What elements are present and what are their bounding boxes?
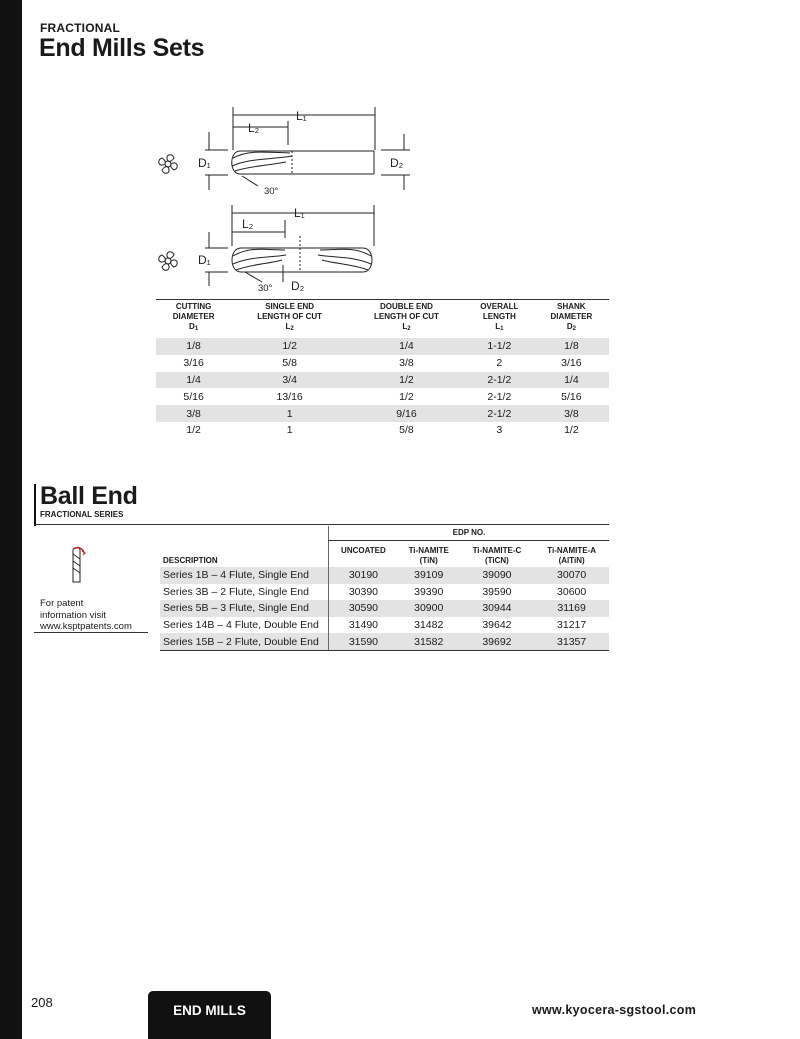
table-row — [160, 584, 609, 601]
table-cell: 2-1/2 — [465, 405, 534, 422]
edp-number: 31490 — [348, 619, 379, 632]
table-cell: 2-1/2 — [487, 390, 512, 403]
edp-number: 31582 — [398, 633, 460, 650]
table-cell: 3/8 — [156, 405, 231, 422]
section-subtitle: FRACTIONAL SERIES — [40, 510, 124, 519]
table-cell: 3/16 — [561, 357, 582, 370]
table-cell: 1/2 — [399, 390, 414, 403]
edp-number: 31217 — [557, 619, 587, 632]
header-double-end-length: DOUBLE END LENGTH OF CUT L2 — [348, 300, 465, 339]
table-cell: 1/2 — [564, 424, 579, 437]
dimensions-header-row — [156, 300, 609, 339]
table-cell: 1/8 — [156, 338, 231, 355]
table-cell: 1/4 — [156, 372, 231, 389]
edp-number: 30900 — [398, 600, 460, 617]
edp-number: 39090 — [460, 567, 535, 584]
edp-number: 39390 — [414, 585, 444, 598]
edp-number: 39590 — [482, 585, 512, 598]
dimensions-table — [156, 299, 609, 439]
edp-number: 30944 — [460, 600, 535, 617]
row-description: Series 14B – 4 Flute, Double End — [160, 617, 329, 634]
footer-url: www.kyocera-sgstool.com — [532, 1003, 697, 1017]
edp-table — [160, 526, 609, 651]
single-end-tool — [232, 151, 374, 174]
table-row — [156, 422, 609, 439]
header-shank-diameter: SHANK DIAMETER D2 — [534, 300, 609, 339]
edp-number: 31357 — [534, 633, 609, 650]
table-row — [156, 405, 609, 422]
svg-text:L₂: L₂ — [248, 121, 260, 135]
table-row — [156, 372, 609, 389]
table-cell: 1 — [286, 424, 293, 437]
flute-end-view-icon — [159, 252, 178, 271]
edp-number: 39692 — [460, 633, 535, 650]
svg-text:D₂: D₂ — [390, 156, 404, 170]
page-title: End Mills Sets — [39, 34, 205, 62]
table-cell: 1-1/2 — [465, 338, 534, 355]
row-description: Series 3B – 2 Flute, Single End — [160, 584, 329, 601]
table-cell: 5/16 — [183, 390, 204, 403]
table-cell: 1/2 — [231, 338, 348, 355]
row-description: Series 5B – 3 Flute, Single End — [160, 600, 329, 617]
svg-text:D₁: D₁ — [198, 156, 211, 170]
edp-number: 31169 — [534, 600, 609, 617]
left-edge-bar — [0, 0, 22, 1039]
svg-text:30°: 30° — [258, 283, 273, 294]
header-single-end-length: SINGLE END LENGTH OF CUT L2 — [231, 300, 348, 339]
ball-end-tool-icon — [64, 546, 90, 586]
table-cell: 13/16 — [276, 390, 303, 403]
svg-text:D₁: D₁ — [198, 253, 211, 267]
table-cell: 9/16 — [348, 405, 465, 422]
table-cell: 1/2 — [348, 372, 465, 389]
table-cell: 2-1/2 — [465, 372, 534, 389]
header-ti-namite-a: Ti-NAMITE-A (AlTiN) — [547, 546, 596, 565]
table-cell: 1/4 — [348, 338, 465, 355]
section-title: Ball End — [40, 482, 138, 510]
edp-number: 31482 — [414, 619, 444, 632]
row-description: Series 15B – 2 Flute, Double End — [160, 633, 329, 650]
header-uncoated: UNCOATED — [329, 541, 398, 568]
edp-number: 39642 — [482, 619, 512, 632]
double-end-tool — [232, 236, 372, 272]
table-cell: 3/4 — [231, 372, 348, 389]
table-cell: 3 — [496, 424, 503, 437]
table-cell: 2 — [496, 357, 503, 370]
header-ti-namite: Ti-NAMITE (TiN) — [408, 546, 449, 565]
section-divider — [34, 524, 609, 525]
svg-text:30°: 30° — [264, 186, 279, 197]
edp-number: 30600 — [557, 585, 587, 598]
end-mill-diagram — [150, 100, 450, 296]
category-kicker: FRACTIONAL — [40, 21, 120, 35]
flute-end-view-icon — [159, 155, 178, 174]
table-row — [156, 355, 609, 372]
svg-text:L₂: L₂ — [242, 217, 254, 231]
table-cell: 5/8 — [282, 357, 297, 370]
header-ti-namite-c: Ti-NAMITE-C (TiCN) — [472, 546, 522, 565]
table-cell: 1 — [231, 405, 348, 422]
table-row — [156, 338, 609, 355]
table-cell: 5/8 — [399, 424, 414, 437]
edp-number: 39109 — [398, 567, 460, 584]
svg-text:L₁: L₁ — [294, 206, 305, 220]
table-row — [156, 388, 609, 405]
page-number: 208 — [31, 995, 53, 1010]
table-cell: 3/16 — [183, 357, 204, 370]
header-overall-length: OVERALL LENGTH L1 — [465, 300, 534, 339]
table-row — [160, 567, 609, 584]
edp-number: 30390 — [348, 585, 379, 598]
table-cell: 1/2 — [186, 424, 201, 437]
table-cell: 5/16 — [561, 390, 582, 403]
edp-number: 30590 — [329, 600, 398, 617]
edp-number: 30190 — [329, 567, 398, 584]
section-accent-bar — [34, 484, 36, 526]
svg-text:L₁: L₁ — [296, 109, 307, 123]
row-description: Series 1B – 4 Flute, Single End — [160, 567, 329, 584]
edp-group-label: EDP NO. — [329, 526, 610, 541]
svg-text:D₂: D₂ — [291, 279, 305, 293]
patent-divider — [34, 632, 148, 633]
table-row — [160, 633, 609, 650]
table-cell: 1/8 — [534, 338, 609, 355]
table-row — [160, 617, 609, 634]
edp-number: 30070 — [534, 567, 609, 584]
table-cell: 3/8 — [399, 357, 414, 370]
section-tab: END MILLS — [148, 991, 271, 1039]
description-header: DESCRIPTION — [163, 555, 218, 565]
header-cutting-diameter: CUTTING DIAMETER D1 — [156, 300, 231, 339]
table-cell: 1/4 — [534, 372, 609, 389]
edp-number: 31590 — [329, 633, 398, 650]
table-row — [160, 600, 609, 617]
patent-note: For patent information visit www.ksptpatents.com — [40, 598, 132, 632]
table-cell: 3/8 — [534, 405, 609, 422]
